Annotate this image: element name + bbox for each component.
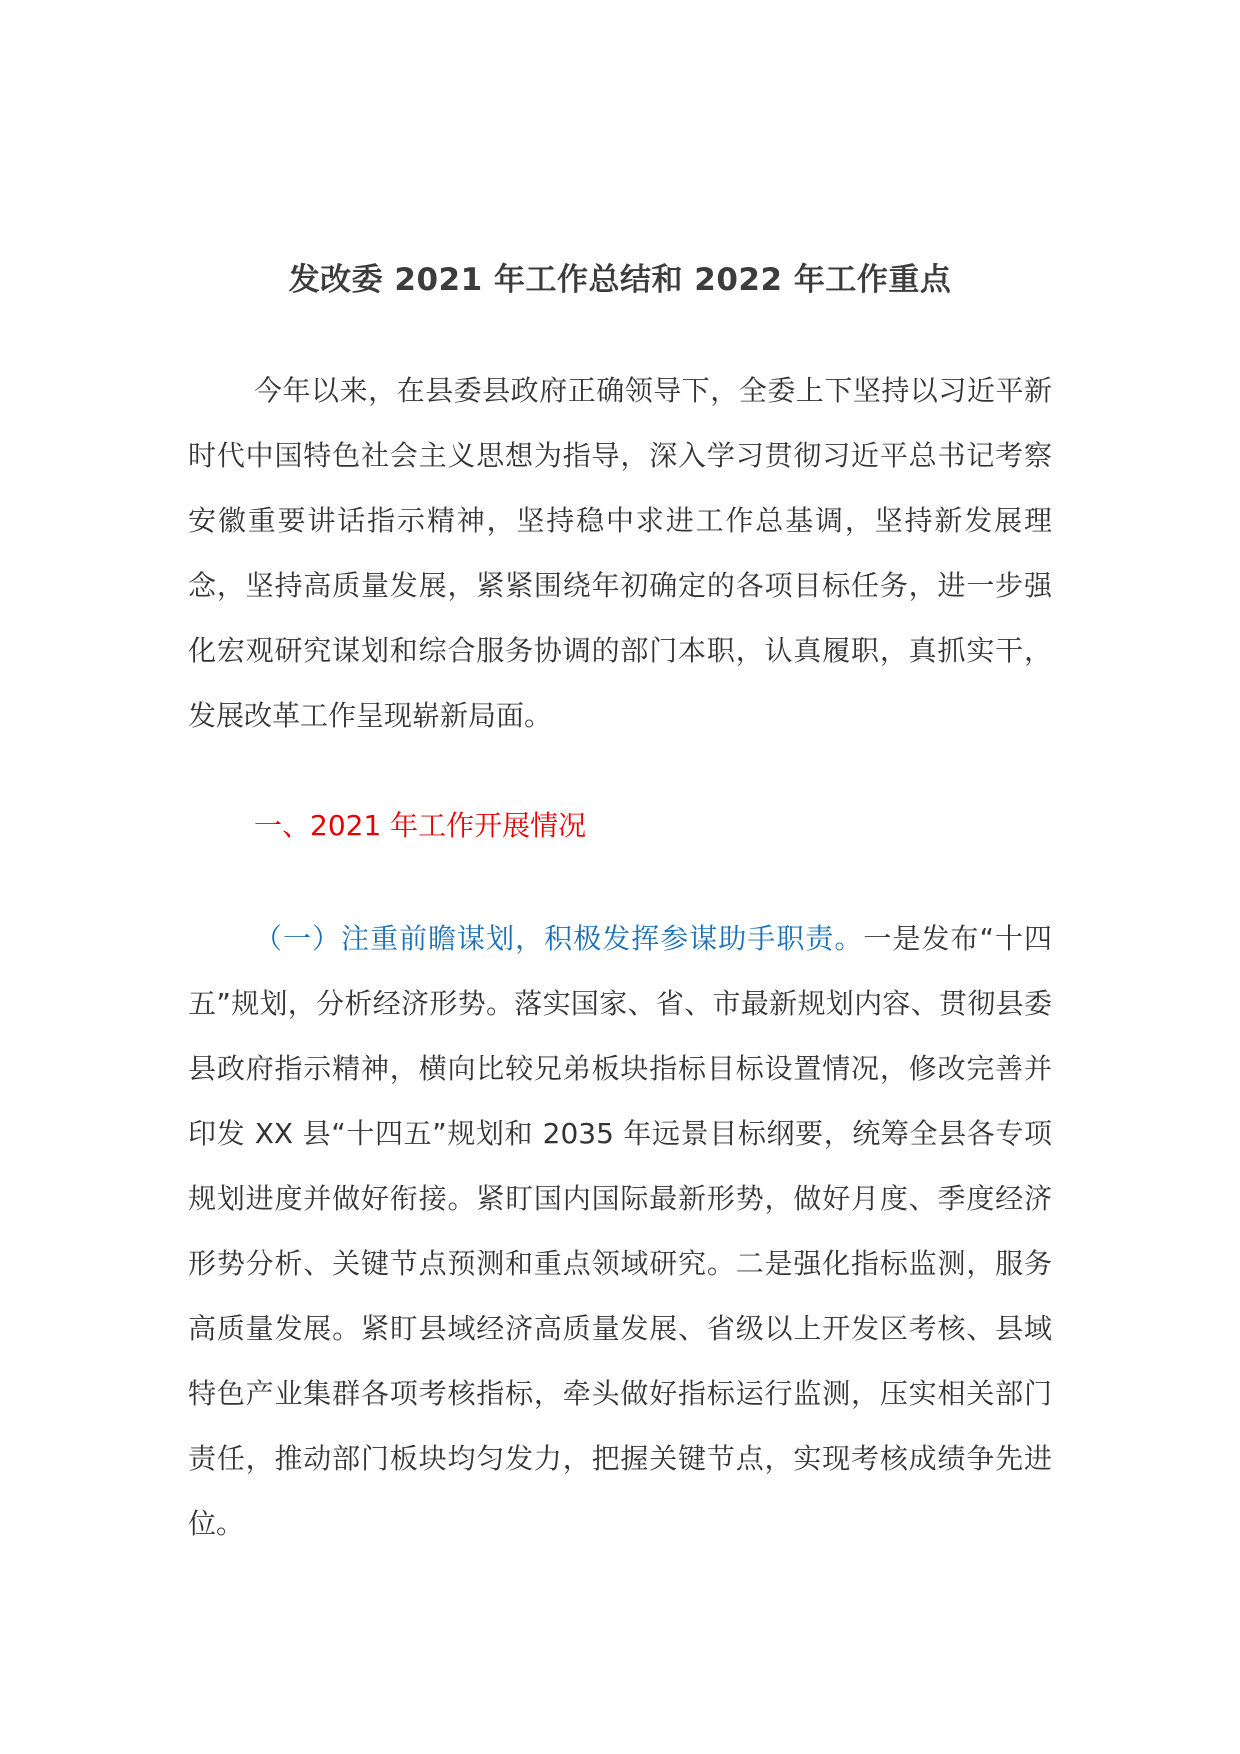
- subsection-body: 一是发布“十四五”规划，分析经济形势。落实国家、省、市最新规划内容、贯彻县委县政府指示精神，横向比较兄弟板块指标目标设置情况，修改完善并印发 XX 县“十四五”规划和 2035 年远景目标纲要，统筹全县各专项规划进度并做好衔接。紧盯国内国际最新形势，做好月度、季度经济形势分析、关键节点预测和重点领域研究。二是强化指标监测，服务高质量发展。紧盯县域经济高质量发展、省级以上开发区考核、县域特色产业集群各项考核指标，牵头做好指标运行监测，压实相关部门责任，推动部门板块均匀发力，把握关键节点，实现考核成绩争先进位。: [188, 922, 1052, 1540]
- section-heading: 一、2021 年工作开展情况: [254, 809, 587, 842]
- subsection-heading: （一）注重前瞻谋划，积极发挥参谋助手职责。: [254, 922, 864, 955]
- document-title: 发改委 2021 年工作总结和 2022 年工作重点: [288, 262, 952, 298]
- subsection-paragraph: [188, 906, 1052, 1556]
- intro-paragraph: 今年以来，在县委县政府正确领导下，全委上下坚持以习近平新时代中国特色社会主义思想为指导，深入学习贯彻习近平总书记考察安徽重要讲话指示精神，坚持稳中求进工作总基调，坚持新发展理念，坚持高质量发展，紧紧围绕年初确定的各项目标任务，进一步强化宏观研究谋划和综合服务协调的部门本职，认真履职，真抓实干，发展改革工作呈现崭新局面。: [188, 374, 1052, 732]
